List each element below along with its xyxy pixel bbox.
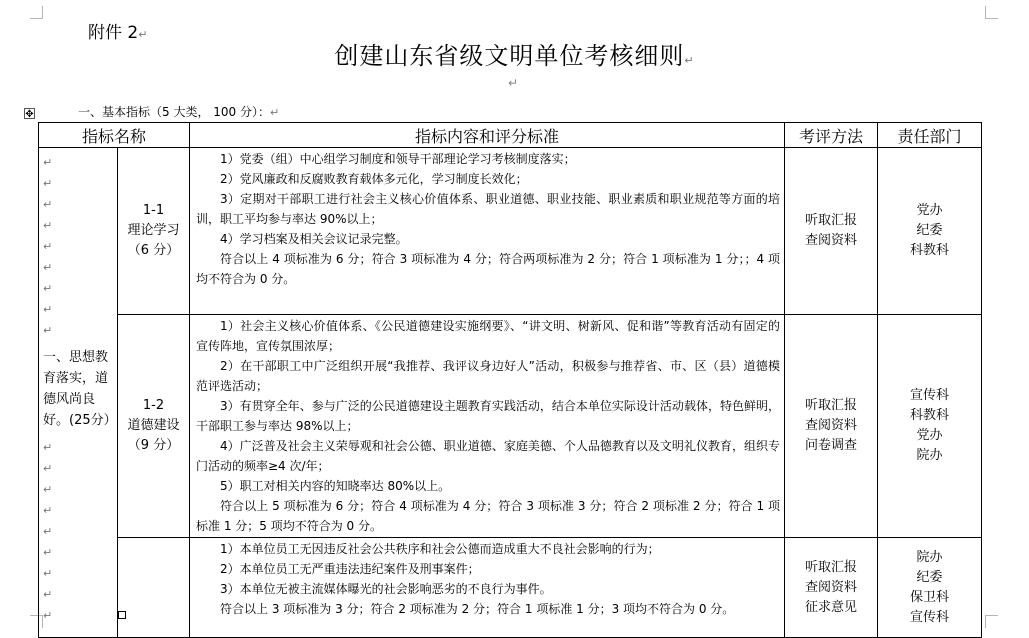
indicator-content xyxy=(190,538,785,638)
criterion-item: 2）党风廉政和反腐败教育载体多元化，学习制度长效化； xyxy=(220,172,528,186)
department-item: 党办 xyxy=(916,203,943,218)
method-cell xyxy=(785,538,878,638)
table-row xyxy=(39,148,982,315)
department-item: 科教科 xyxy=(909,408,949,423)
indicator-content xyxy=(190,148,785,315)
criterion-item: 4）广泛普及社会主义荣辱观和社会公德、职业道德、家庭美德、个人品德教育以及文明礼仪教育，组织专门活动的频率≥4 次/年； xyxy=(196,439,780,473)
department-item: 院办 xyxy=(916,549,943,565)
header-indicator-name: 指标名称 xyxy=(39,123,190,148)
method-cell xyxy=(785,315,878,538)
attachment-label: 附件 2↵ xyxy=(88,23,148,43)
method-item: 听取汇报 xyxy=(804,559,857,575)
table-row xyxy=(39,538,982,638)
table-header-row xyxy=(39,123,982,148)
criterion-item: 3）本单位无被主流媒体曝光的社会影响恶劣的不良行为事件。 xyxy=(220,582,552,596)
criterion-item: 3）有贯穿全年、参与广泛的公民道德建设主题教育实践活动，结合本单位实际设计活动载体，特色鲜明，干部职工参与率达 98%以上； xyxy=(196,399,780,433)
department-cell xyxy=(878,148,982,315)
indicator-code: 1-1 xyxy=(142,203,165,218)
criterion-item: 2）本单位员工无严重违法违纪案件及刑事案件； xyxy=(220,562,480,576)
department-item: 纪委 xyxy=(916,223,943,238)
assessment-table xyxy=(38,122,982,638)
header-department: 责任部门 xyxy=(878,123,982,148)
method-item: 问卷调查 xyxy=(804,438,857,453)
section-heading: 一、基本指标（5 大类， 100 分）：↵ xyxy=(78,105,280,119)
indicator-unnamed xyxy=(118,538,190,638)
indicator-score: （6 分） xyxy=(127,243,180,258)
scoring-rule: 符合以上 3 项标准为 3 分；符合 2 项标准为 2 分；符合 1 项标准 1 分；3 项均不符合为 0 分。 xyxy=(220,602,735,616)
scoring-rule: 符合以上 5 项标准为 6 分；符合 4 项标准为 4 分；符合 3 项标准 3 分；符合 2 项标准 2 分；符合 1 项标准 1 分；5 项均不符合为 0 分。 xyxy=(196,499,780,533)
category-name: 一、思想教育落实，道德风尚良好。(25分） xyxy=(43,350,117,428)
indicator-score: （9 分） xyxy=(127,438,180,453)
end-of-cell-marker xyxy=(118,611,126,619)
indicator-theory-study xyxy=(118,148,190,315)
method-cell xyxy=(785,148,878,315)
criterion-item: 4）学习档案及相关会议记录完整。 xyxy=(220,232,408,246)
department-item: 院办 xyxy=(916,448,943,463)
method-item: 征求意见 xyxy=(804,599,857,615)
department-item: 纪委 xyxy=(916,569,943,585)
table-row xyxy=(39,315,982,538)
page-corner-top-left xyxy=(30,6,43,19)
category-cell: ↵ ↵ ↵ ↵ ↵ ↵ ↵ ↵ ↵ 一、思想教育落实，道德风尚良好。(25分） ↵ ↵ ↵ ↵ ↵ ↵ ↵ ↵ ↵ xyxy=(39,148,118,638)
criterion-item: 3）定期对干部职工进行社会主义核心价值体系、职业道德、职业技能、职业素质和职业规范等方面的培训，职工平均参与率达 90%以上； xyxy=(196,192,780,226)
method-item: 查阅资料 xyxy=(804,418,857,433)
criterion-item: 1）党委（组）中心组学习制度和领导干部理论学习考核制度落实； xyxy=(220,152,576,166)
method-item: 查阅资料 xyxy=(804,233,857,248)
page-corner-bottom-right xyxy=(985,615,998,628)
header-method: 考评方法 xyxy=(785,123,878,148)
department-item: 宣传科 xyxy=(909,388,949,403)
indicator-content xyxy=(190,315,785,538)
criterion-item: 2）在干部职工中广泛组织开展“我推荐、我评议身边好人”活动，积极参与推荐省、市、区（县）道德模范评选活动； xyxy=(196,359,780,393)
department-cell xyxy=(878,315,982,538)
indicator-code: 1-2 xyxy=(142,398,165,413)
department-item: 科教科 xyxy=(909,243,949,258)
method-item: 听取汇报 xyxy=(804,213,857,228)
header-indicator-content: 指标内容和评分标准 xyxy=(190,123,785,148)
criterion-item: 5）职工对相关内容的知晓率达 80%以上。 xyxy=(220,479,451,493)
department-item: 宣传科 xyxy=(909,609,949,625)
document-title: 创建山东省级文明单位考核细则↵ xyxy=(334,42,695,70)
criterion-item: 1）社会主义核心价值体系、《公民道德建设实施纲要》、“讲文明、树新风、促和谐”等教育活动有固定的宣传阵地，宣传氛围浓厚； xyxy=(196,319,780,353)
table-move-handle-icon[interactable]: ✥ xyxy=(25,109,34,120)
department-cell xyxy=(878,538,982,638)
criterion-item: 1）本单位员工无因违反社会公共秩序和社会公德而造成重大不良社会影响的行为； xyxy=(220,542,660,556)
department-item: 保卫科 xyxy=(909,589,949,605)
method-item: 听取汇报 xyxy=(804,398,857,413)
indicator-name: 理论学习 xyxy=(127,223,180,238)
indicator-name: 道德建设 xyxy=(127,418,180,433)
indicator-moral-building xyxy=(118,315,190,538)
paragraph-mark: ↵ xyxy=(508,76,519,90)
department-item: 党办 xyxy=(916,428,943,443)
scoring-rule: 符合以上 4 项标准为 6 分；符合 3 项标准为 4 分；符合两项标准为 2 分；符合 1 项标准为 1 分；；4 项均不符合为 0 分。 xyxy=(196,252,780,286)
page-corner-top-right xyxy=(985,6,998,19)
method-item: 查阅资料 xyxy=(804,579,857,595)
